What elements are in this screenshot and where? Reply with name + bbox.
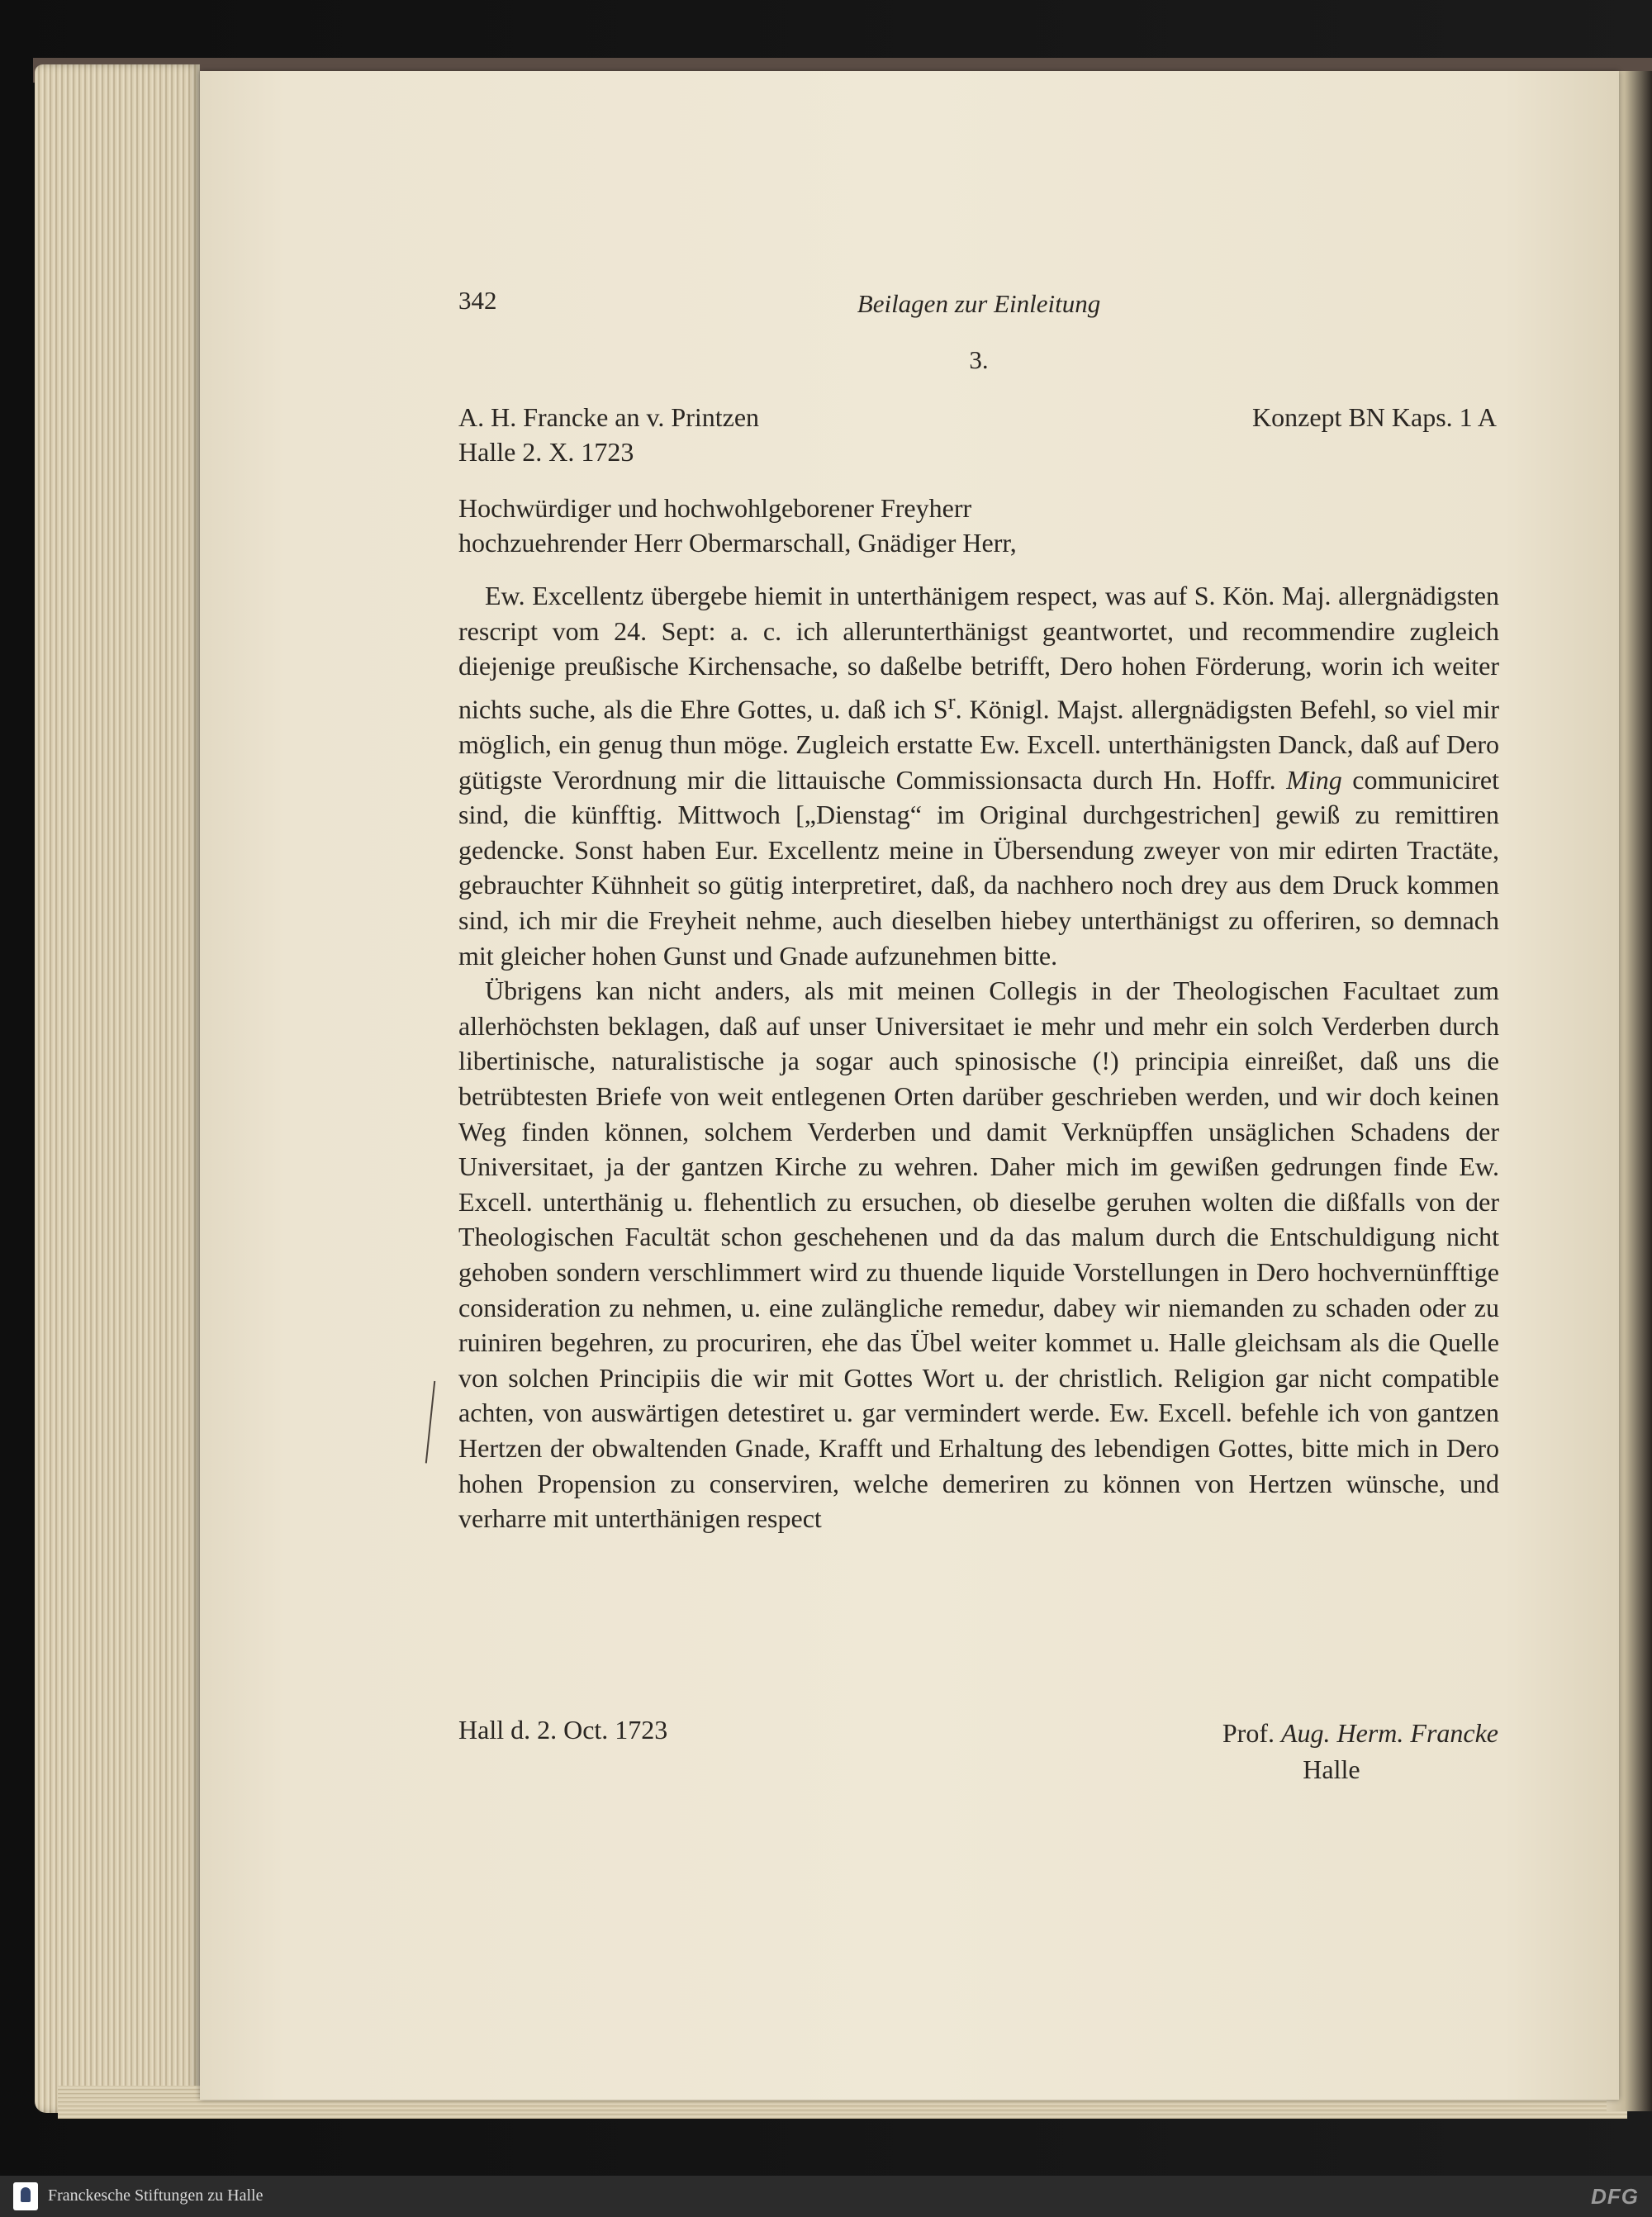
letter-place-date: Halle 2. X. 1723 bbox=[458, 437, 634, 467]
dfg-logo[interactable]: DFG bbox=[1591, 2184, 1639, 2209]
salutation-line-1: Hochwürdiger und hochwohlgeborener Freyherr bbox=[458, 493, 972, 523]
italic-name-ming: Ming bbox=[1286, 764, 1342, 795]
signature-block bbox=[1222, 1715, 1498, 1787]
section-number: 3. bbox=[969, 345, 989, 374]
superscript-r: r bbox=[947, 688, 956, 714]
salutation bbox=[458, 491, 1017, 560]
page-stack-edge bbox=[35, 64, 200, 2113]
institution-name[interactable]: Franckesche Stiftungen zu Halle bbox=[48, 2186, 263, 2205]
salutation-line-2: hochzuehrender Herr Obermarschall, Gnädiger Herr, bbox=[458, 528, 1017, 558]
institution-logo-icon[interactable] bbox=[13, 2182, 38, 2210]
signature-name: Aug. Herm. Francke bbox=[1280, 1718, 1498, 1748]
running-title: Beilagen zur Einleitung bbox=[857, 289, 1101, 318]
running-head bbox=[458, 286, 1499, 322]
body-paragraph-2: Übrigens kan nicht anders, als mit meinen Collegis in der Theologischen Facultaet zum allerhöchsten beklagen, daß auf unser Universitaet ie mehr und mehr ein solch Verderben durch libertinische, naturalistische ja sogar auch spinosische (!) principia einreißet, daß uns die betrübtesten Briefe von weit entlegenen Orten darüber geschrieben werden, und wir doch keinen Weg finden können, solchem Verderben und damit Verknüpffen unsäglichen Schadens der Universitaet, ja der gantzen Kirche zu wehren. Daher mich im gewißen gedrungen finde Ew. Excell. unterthänig u. flehentlich zu ersuchen, ob dieselbe geruhen wolten die dißfalls von der Theologischen Facultät schon geschehenen und da das malum durch die Entschuldigung nicht gehoben sondern verschlimmert wird zu thuende liquide Vorstellungen in Dero hochvernünfftige consideration zu nehmen, u. eine zulängliche remedur, dabey wir niemanden zu schaden oder zu ruiniren begehren, zu procuriren, ehe das Übel weiter kommet u. Halle gleichsam als die Quelle von solchen Principiis die wir mit Gottes Wort u. der christlich. Religion gar nicht compatible achten, von auswärtigen detestiret u. gar vermindert werde. Ew. Excell. befehle ich von gantzen Hertzen der obwaltenden Gnade, Krafft und Erhaltung des lebendigen Gottes, bitte mich in Dero hohen Propension zu conserviren, welche demeriren zu können von Hertzen wünsche, und verharre mit unterthänigen respect bbox=[458, 976, 1499, 1534]
letter-body bbox=[458, 578, 1499, 1536]
letter-sender-recipient: A. H. Francke an v. Printzen bbox=[458, 402, 760, 432]
signature-place: Halle bbox=[1303, 1754, 1360, 1784]
viewer-footer-bar bbox=[0, 2176, 1652, 2217]
body-paragraph-1: Ew. Excellentz übergebe hiemit in unterthänigem respect, was auf S. Kön. Maj. allergnädigsten rescript vom 24. Sept: a. c. ich allerunterthänigst geantwortet, und recommendire zugleich diejenige preußische Kirchensache, so daßelbe betrifft, Dero hohen Förderung, worin ich weiter nichts suche, als die Ehre Gottes, u. daß ich $S^r$. Königl. Majst. allergnädigsten Befehl, so viel mir möglich, ein genug thun möge. Zugleich erstatte Ew. Excell. unterthänigsten Danck, daß auf Dero gütigste Verordnung mir die littauische Commissionsacta durch Hn. Hoffr. Ming communiciret sind, die künfftig. Mittwoch [„Dienstag“ im Original durchgestrichen] gewiß zu remittiren gedencke. Sonst haben Eur. Excellentz meine in Übersendung zweyer von mir edirten Tractäte, gebrauchter Kühnheit so gütig interpretiret, daß, da nachhero noch drey aus dem Druck kommen sind, ich mir die Freyheit nehme, auch dieselben hiebey unterthänigst zu offeriren, so demnach mit gleicher hohen Gunst und Gnade aufzunehmen bitte. bbox=[458, 581, 1500, 971]
closing-date: Hall d. 2. Oct. 1723 bbox=[458, 1715, 668, 1745]
letter-header-left bbox=[458, 400, 759, 469]
letter-source-reference: Konzept BN Kaps. 1 A bbox=[1252, 402, 1497, 432]
page-number: 342 bbox=[458, 286, 497, 315]
signature-line: Prof. Aug. Herm. Francke bbox=[1222, 1718, 1498, 1748]
